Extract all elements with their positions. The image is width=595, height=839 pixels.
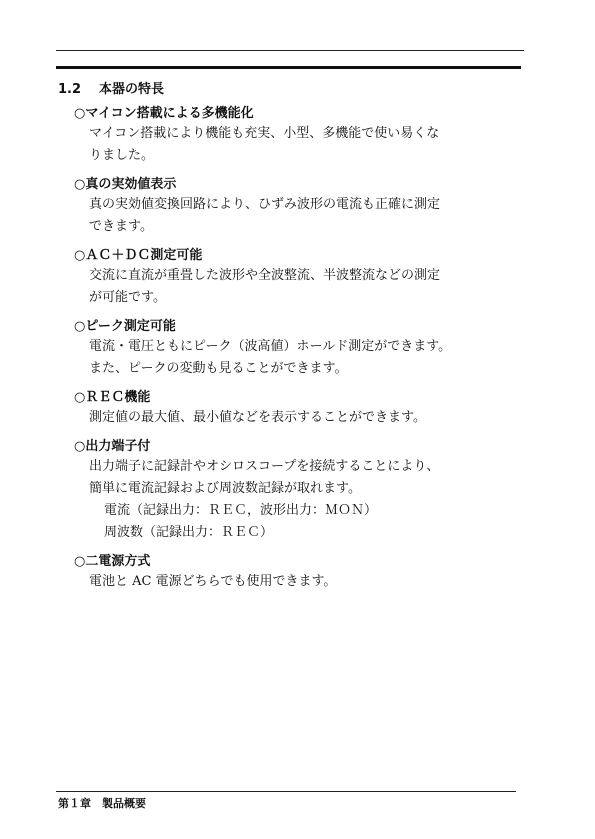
feature-list bbox=[74, 104, 534, 601]
feature-heading: ○出力端子付 bbox=[74, 439, 151, 454]
feature-text-line: りました。 bbox=[89, 148, 155, 163]
feature-sub-line: 電流（記録出力：ＲＥＣ，波形出力：ＭＯＮ） bbox=[104, 503, 378, 518]
feature-item bbox=[74, 246, 534, 309]
feature-text-line: 真の実効値変換回路により、ひずみ波形の電流も正確に測定 bbox=[89, 197, 441, 212]
feature-text-line: が可能です。 bbox=[89, 290, 166, 305]
feature-text-line: 出力端子に記録計やオシロスコープを接続することにより、 bbox=[89, 459, 440, 474]
feature-heading: ○二電源方式 bbox=[74, 554, 151, 569]
feature-description bbox=[74, 265, 534, 309]
feature-description bbox=[74, 336, 534, 380]
feature-heading: ○真の実効値表示 bbox=[74, 177, 177, 192]
feature-text-line: また、ピークの変動も見ることができます。 bbox=[89, 361, 348, 376]
feature-text-line: 交流に直流が重畳した波形や全波整流、半波整流などの測定 bbox=[89, 268, 441, 283]
feature-item bbox=[74, 104, 534, 167]
feature-text-line: できます。 bbox=[89, 219, 153, 234]
feature-text-line: マイコン搭載により機能も充実、小型、多機能で使い易くな bbox=[89, 126, 440, 141]
feature-description bbox=[74, 456, 534, 544]
feature-item bbox=[74, 388, 534, 429]
feature-description bbox=[74, 571, 534, 593]
feature-description bbox=[74, 194, 534, 238]
feature-text-line: 電流・電圧ともにピーク（波高値）ホールド測定ができます。 bbox=[89, 339, 452, 354]
feature-text-line: 電池と AC 電源どちらでも使用できます。 bbox=[89, 574, 337, 589]
feature-item bbox=[74, 437, 534, 544]
feature-text-line: 簡単に電流記録および周波数記録が取れます。 bbox=[89, 481, 361, 496]
footer-rule bbox=[56, 791, 516, 792]
feature-item bbox=[74, 175, 534, 238]
feature-description bbox=[74, 123, 534, 167]
feature-heading: ○ＡＣ＋ＤＣ測定可能 bbox=[74, 248, 203, 263]
feature-item bbox=[74, 552, 534, 593]
header-rule-thin bbox=[56, 50, 524, 51]
feature-description bbox=[74, 407, 534, 429]
feature-item bbox=[74, 317, 534, 380]
section-title: 本器の特長 bbox=[99, 82, 165, 97]
feature-sub-line: 周波数（記録出力：ＲＥＣ） bbox=[104, 525, 274, 540]
feature-heading: ○ピーク測定可能 bbox=[74, 319, 176, 334]
feature-heading: ○ＲＥＣ機能 bbox=[74, 390, 151, 405]
footer-chapter-label: 第１章 製品概要 bbox=[58, 797, 146, 810]
section-heading bbox=[58, 78, 164, 97]
feature-text-line: 測定値の最大値、最小値などを表示することができます。 bbox=[89, 410, 426, 425]
header-rule-thick bbox=[56, 66, 521, 69]
feature-heading: ○マイコン搭載による多機能化 bbox=[74, 106, 254, 121]
section-number: 1.2 bbox=[58, 82, 82, 97]
